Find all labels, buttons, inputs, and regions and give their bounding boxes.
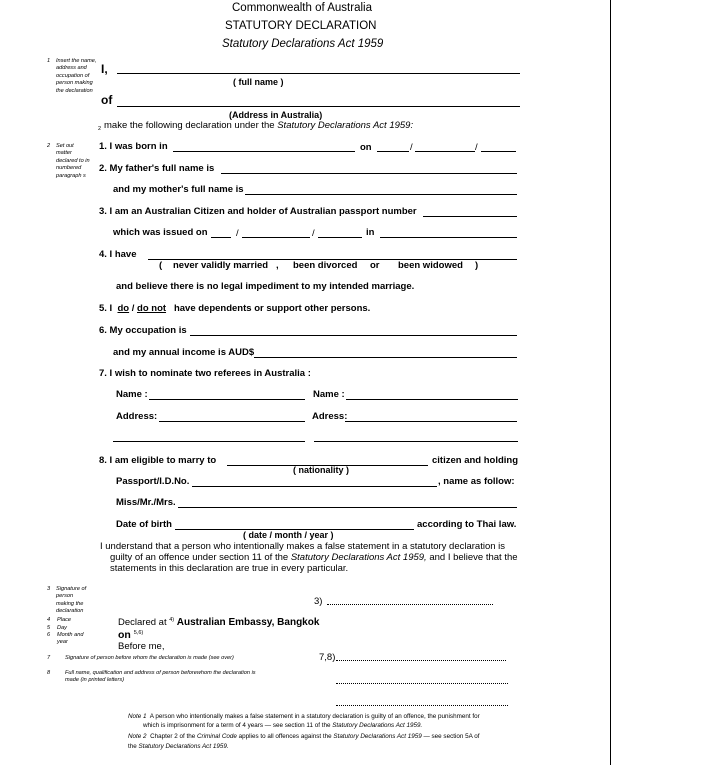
- note-1-line-2: which is imprisonment for a term of 4 years — see section 11 of the Statutory Declarations Act 1959.: [143, 722, 423, 729]
- issue-date-slash-1: /: [236, 228, 239, 239]
- side-note-2-number: 2: [47, 143, 51, 149]
- side-note-3-number: 3: [47, 586, 51, 592]
- side-note-3: Signature of person making the declaration: [56, 586, 87, 615]
- side-note-6: Month and year: [57, 632, 84, 646]
- option-never-married[interactable]: never validly married: [173, 260, 269, 271]
- referee-1-address-field[interactable]: [159, 421, 305, 422]
- side-note-2: Set out matter declared to in numbered paragraph s: [56, 143, 90, 179]
- item-5-label: 5. I do / do not have dependents or support other persons.: [99, 303, 371, 314]
- income-field[interactable]: [254, 357, 517, 358]
- declaration-intro: make the following declaration under the Statutory Declarations Act 1959:: [104, 120, 414, 131]
- declarant-pronoun: I,: [101, 62, 108, 76]
- side-note-8: Full name, qualification and address of person beforewhom the declaration is made (in printed letters): [65, 670, 256, 684]
- issue-month-field[interactable]: [242, 237, 310, 238]
- item-6-occupation-label: 6. My occupation is: [99, 325, 187, 336]
- marital-paren-open: (: [159, 260, 163, 271]
- partner-passport-field[interactable]: [192, 486, 437, 487]
- name-follow-label: , name as follow:: [438, 476, 515, 487]
- side-note-1: Insert the name, address and occupation of person making the declaration: [56, 58, 97, 94]
- item-3-in-label: in: [366, 227, 375, 238]
- nationality-label: ( nationality ): [293, 465, 349, 475]
- partner-name-field[interactable]: [178, 507, 517, 508]
- witness-signature-field[interactable]: [336, 660, 506, 661]
- item-3-passport-label: 3. I am an Australian Citizen and holder of Australian passport number: [99, 206, 417, 217]
- mother-name-field[interactable]: [245, 194, 517, 195]
- referee-2-address-field[interactable]: [345, 421, 517, 422]
- father-name-field[interactable]: [221, 173, 517, 174]
- passport-number-field[interactable]: [423, 216, 517, 217]
- understand-line-1: I understand that a person who intentionally makes a false statement in a statutory declaration is: [100, 541, 506, 552]
- birthplace-field[interactable]: [173, 151, 355, 152]
- dob-format-label: ( date / month / year ): [243, 530, 334, 540]
- note-2-line-2: the Statutory Declarations Act 1959.: [128, 743, 229, 750]
- option-divorced[interactable]: been divorced: [293, 260, 358, 271]
- marital-paren-close: ): [475, 260, 479, 271]
- issue-day-field[interactable]: [211, 237, 231, 238]
- referee-2-name-label: Name :: [313, 389, 345, 400]
- referee-2-address-line-2[interactable]: [314, 441, 518, 442]
- side-note-5-number: 5: [47, 625, 51, 631]
- referee-2-name-field[interactable]: [346, 399, 518, 400]
- address-label: (Address in Australia): [229, 110, 323, 120]
- declared-at-label: Declared at $^{4)}$ Australian Embassy, Bangkok: [118, 617, 320, 628]
- birth-month-field[interactable]: [415, 151, 475, 152]
- item-1-born-label: 1. I was born in: [99, 141, 168, 152]
- thai-law-label: according to Thai law.: [417, 519, 517, 530]
- passport-id-label: Passport/I.D.No.: [116, 476, 190, 487]
- option-do[interactable]: do: [117, 303, 130, 314]
- birth-date-slash-1: /: [410, 142, 413, 153]
- issue-date-slash-2: /: [312, 228, 315, 239]
- birth-day-field[interactable]: [377, 151, 409, 152]
- full-name-label: ( full name ): [233, 77, 284, 87]
- marital-or-label: or: [370, 260, 380, 271]
- birth-year-field[interactable]: [481, 151, 516, 152]
- date-of-birth-label: Date of birth: [116, 519, 172, 530]
- item-4-have-label: 4. I have: [99, 249, 137, 260]
- note-2-line-1: Note 2 Chapter 2 of the Criminal Code applies to all offences against the Statutory Declarations Act 1959 — see section 5A of: [128, 733, 480, 740]
- address-field[interactable]: [117, 106, 520, 107]
- declared-on-label: on $^{5,6)}$: [118, 629, 144, 641]
- item-8-holding-label: citizen and holding: [432, 455, 519, 466]
- item-7-referees-label: 7. I wish to nominate two referees in Australia :: [99, 368, 311, 379]
- side-note-4-number: 4: [47, 617, 51, 623]
- header-title: STATUTORY DECLARATION: [225, 20, 377, 32]
- header-act: Statutory Declarations Act 1959: [222, 38, 384, 50]
- referee-1-name-field[interactable]: [149, 399, 305, 400]
- option-do-not[interactable]: do not: [137, 303, 167, 314]
- item-6-income-label: and my annual income is AUD$: [113, 347, 255, 358]
- before-me-label: Before me,: [118, 641, 165, 652]
- side-note-7-number: 7: [47, 655, 51, 661]
- marital-option-comma: ,: [276, 260, 279, 271]
- side-note-6-number: 6: [47, 632, 51, 638]
- item-8-eligible-label: 8. I am eligible to marry to: [99, 455, 217, 466]
- page-edge-line: [610, 0, 611, 765]
- footnote-2-marker: 2: [98, 126, 102, 132]
- referee-1-name-label: Name :: [116, 389, 148, 400]
- item-2-father-label: 2. My father's full name is: [99, 163, 215, 174]
- address-of-label: of: [101, 93, 113, 107]
- item-4-impediment-text: and believe there is no legal impediment to my intended marriage.: [116, 281, 415, 292]
- header-commonwealth: Commonwealth of Australia: [232, 2, 372, 14]
- issue-year-field[interactable]: [318, 237, 362, 238]
- note-1-line-1: Note 1 A person who intentionally makes a false statement in a statutory declaration is guilty of an offence, the punishment for: [128, 713, 480, 720]
- issue-place-field[interactable]: [380, 237, 517, 238]
- understand-line-3: statements in this declaration are true in every particular.: [110, 563, 349, 574]
- item-1-on-label: on: [360, 142, 372, 153]
- side-note-4: Place: [57, 617, 71, 623]
- full-name-field[interactable]: [117, 73, 520, 74]
- witness-details-line-1[interactable]: [336, 683, 508, 684]
- declared-place: Australian Embassy, Bangkok: [176, 617, 320, 628]
- witness-details-line-2[interactable]: [336, 705, 508, 706]
- side-note-7: Signature of person before whom the declaration is made (see over): [65, 655, 234, 661]
- declarant-signature-field[interactable]: [327, 604, 493, 605]
- item-2-mother-label: and my mother's full name is: [113, 184, 244, 195]
- item-3-issued-label: which was issued on: [113, 227, 208, 238]
- referee-1-address-label: Address:: [116, 411, 158, 422]
- referee-2-address-label: Adress:: [312, 411, 348, 422]
- option-widowed[interactable]: been widowed: [398, 260, 463, 271]
- referee-1-address-line-2[interactable]: [113, 441, 305, 442]
- occupation-field[interactable]: [190, 335, 517, 336]
- signature-marker-3: 3): [314, 596, 323, 607]
- side-note-1-number: 1: [47, 58, 51, 64]
- partner-title-label: Miss/Mr./Mrs.: [116, 497, 176, 508]
- side-note-5: Day: [57, 625, 67, 631]
- birth-date-slash-2: /: [475, 142, 478, 153]
- signature-marker-78: 7,8): [319, 652, 336, 663]
- understand-line-2: guilty of an offence under section 11 of the Statutory Declarations Act 1959, and I believe that the: [110, 552, 518, 563]
- side-note-8-number: 8: [47, 670, 51, 676]
